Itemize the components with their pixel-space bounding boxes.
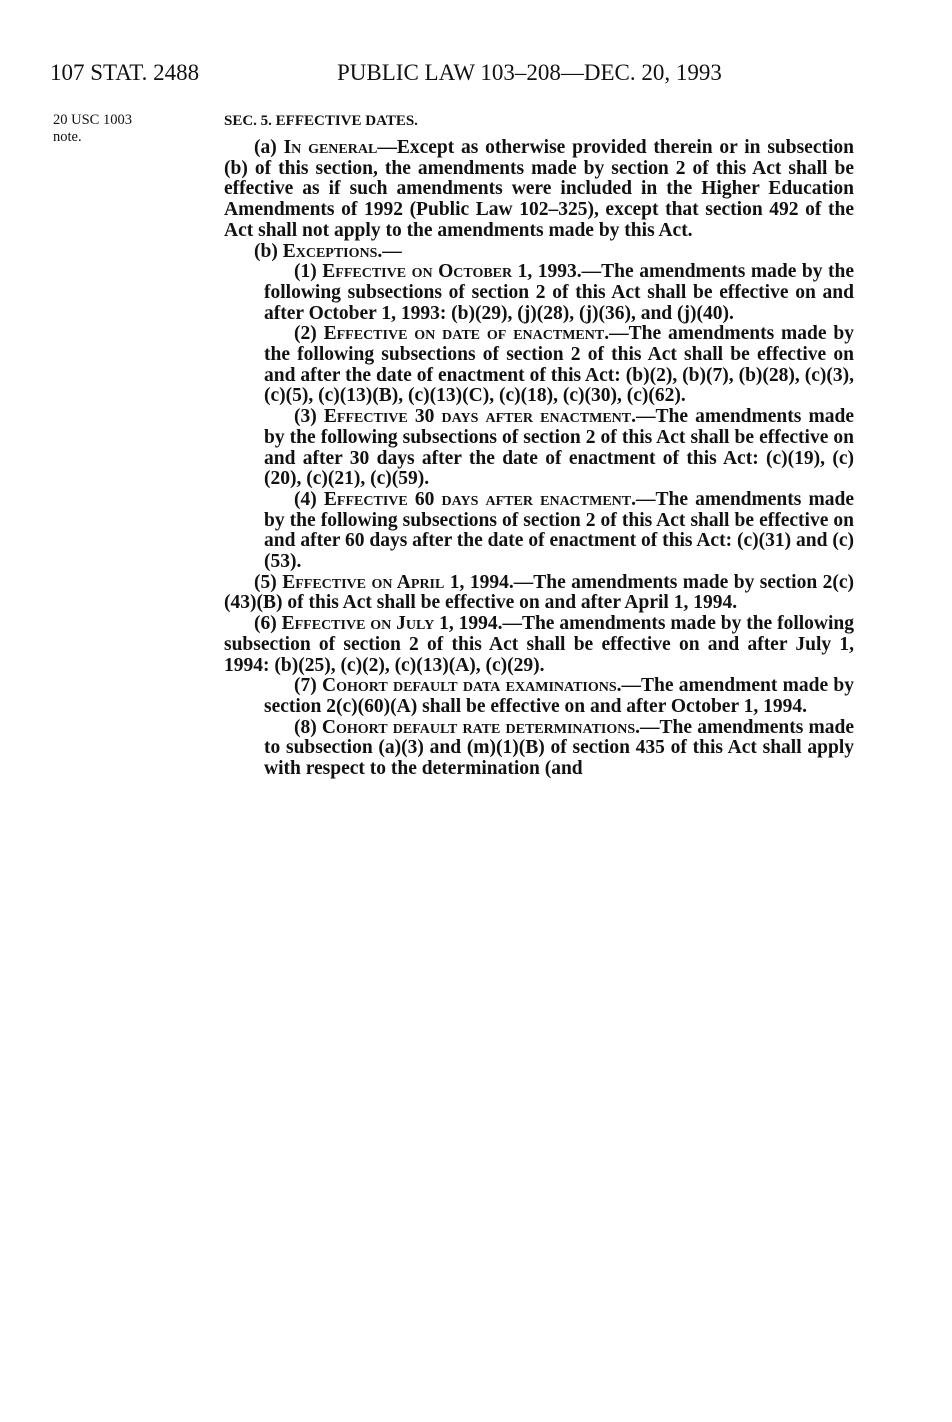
subsection-b-heading: Exceptions	[282, 240, 378, 262]
exception-item: (4) Effective 60 days after enactment.—The amendments made by the following subsections of section 2 of this Act shall be effective on and after 60 days after the date of enactment of this Act: (c)(31) and (c)(53).	[264, 488, 854, 573]
exception-heading: Effective 30 days after enactment	[323, 406, 632, 428]
subsection-a-heading: In general	[283, 137, 378, 158]
section-body	[224, 110, 854, 780]
exception-heading: Effective on July 1, 1994	[281, 613, 498, 635]
exception-text: .—The amendments made by the following subsections of section 2 of this Act shall be effective on and after 30 days after the date of enactment of this Act: (c)(19), (c)(20), (c)(21), (c)(59).	[264, 406, 854, 490]
section-title: SEC. 5. EFFECTIVE DATES.	[224, 113, 418, 129]
exception-text: .—The amendment made by section 2(c)(60)(A) shall be effective on and after October 1, 1994.	[264, 675, 854, 717]
subsection-a-text: —Except as otherwise provided therein or in subsection (b) of this section, the amendments made by section 2 of this Act shall be effective as if such amendments were included in the Higher Education Amendments of 1992 (Public Law 102–325), except that section 492 of the Act shall not apply to the amendments made by this Act.	[224, 137, 854, 241]
margin-note-citation: 20 USC 1003	[53, 112, 132, 128]
exception-heading: Cohort default data examinations	[322, 675, 617, 697]
exception-item: (8) Cohort default rate determinations.—The amendments made to subsection (a)(3) and (m)(1)(B) of section 435 of this Act shall apply with respect to the determination (and	[264, 716, 854, 780]
subsection-b-label: (b)	[254, 240, 278, 262]
exception-item: (3) Effective 30 days after enactment.—The amendments made by the following subsections of section 2 of this Act shall be effective on and after 30 days after the date of enactment of this Act: (c)(19), (c)(20), (c)(21), (c)(59).	[264, 406, 854, 490]
subsection-a-label: (a)	[254, 137, 277, 158]
subsection-b-text: .—	[377, 240, 402, 262]
margin-note	[53, 112, 203, 146]
exception-item: (6) Effective on July 1, 1994.—The amendments made by the following subsection of section 2 of this Act shall be effective on and after July 1, 1994: (b)(25), (c)(2), (c)(13)(A), (c)(29).	[224, 613, 855, 676]
exception-heading: Effective on April 1, 1994	[282, 571, 509, 593]
exception-text: .—The amendments made to subsection (a)(3) and (m)(1)(B) of section 435 of this Act shall apply with respect to the determination (and	[264, 716, 854, 780]
exception-item: (5) Effective on April 1, 1994.—The amendments made by section 2(c)(43)(B) of this Act shall be effective on and after April 1, 1994.	[224, 571, 855, 614]
public-law-citation: PUBLIC LAW 103–208—DEC. 20, 1993	[337, 60, 722, 85]
exception-text: .—The amendments made by the following subsections of section 2 of this Act shall be effective on and after 60 days after the date of enactment of this Act: (c)(31) and (c)(53).	[264, 488, 854, 573]
exception-heading: Effective on October 1, 1993	[322, 261, 577, 283]
subsection-b	[224, 242, 854, 263]
exception-item: (7) Cohort default data examinations.—The amendment made by section 2(c)(60)(A) shall be effective on and after October 1, 1994.	[264, 675, 854, 717]
exception-text: .—The amendments made by section 2(c)(43)(B) of this Act shall be effective on and after April 1, 1994.	[224, 571, 855, 614]
exception-heading: Effective 60 days after enactment	[323, 488, 632, 510]
margin-note-label: note.	[53, 129, 82, 145]
statute-page-number: 107 STAT. 2488	[50, 60, 200, 85]
subsection-a	[224, 138, 854, 242]
exception-text: .—The amendments made by the following subsections of section 2 of this Act shall be effective on and after the date of enactment of this Act: (b)(2), (b)(7), (b)(28), (c)(3), (c)(5), (c)(13)(B), (c)(13)(C), (c)(18), (c)(30), (c)(62).	[264, 323, 854, 407]
exception-text: .—The amendments made by the following subsection of section 2 of this Act shall be effective on and after July 1, 1994: (b)(25), (c)(2), (c)(13)(A), (c)(29).	[224, 613, 855, 676]
exception-heading: Effective on date of enactment	[323, 323, 605, 345]
page-header	[0, 60, 952, 90]
exception-item: (1) Effective on October 1, 1993.—The amendments made by the following subsections of section 2 of this Act shall be effective on and after October 1, 1993: (b)(29), (j)(28), (j)(36), and (j)(40).	[264, 261, 854, 324]
exception-text: .—The amendments made by the following subsections of section 2 of this Act shall be effective on and after October 1, 1993: (b)(29), (j)(28), (j)(36), and (j)(40).	[264, 261, 854, 324]
exception-heading: Cohort default rate determinations	[321, 716, 636, 738]
exception-item: (2) Effective on date of enactment.—The amendments made by the following subsections of section 2 of this Act shall be effective on and after the date of enactment of this Act: (b)(2), (b)(7), (b)(28), (c)(3), (c)(5), (c)(13)(B), (c)(13)(C), (c)(18), (c)(30), (c)(62).	[264, 323, 854, 407]
